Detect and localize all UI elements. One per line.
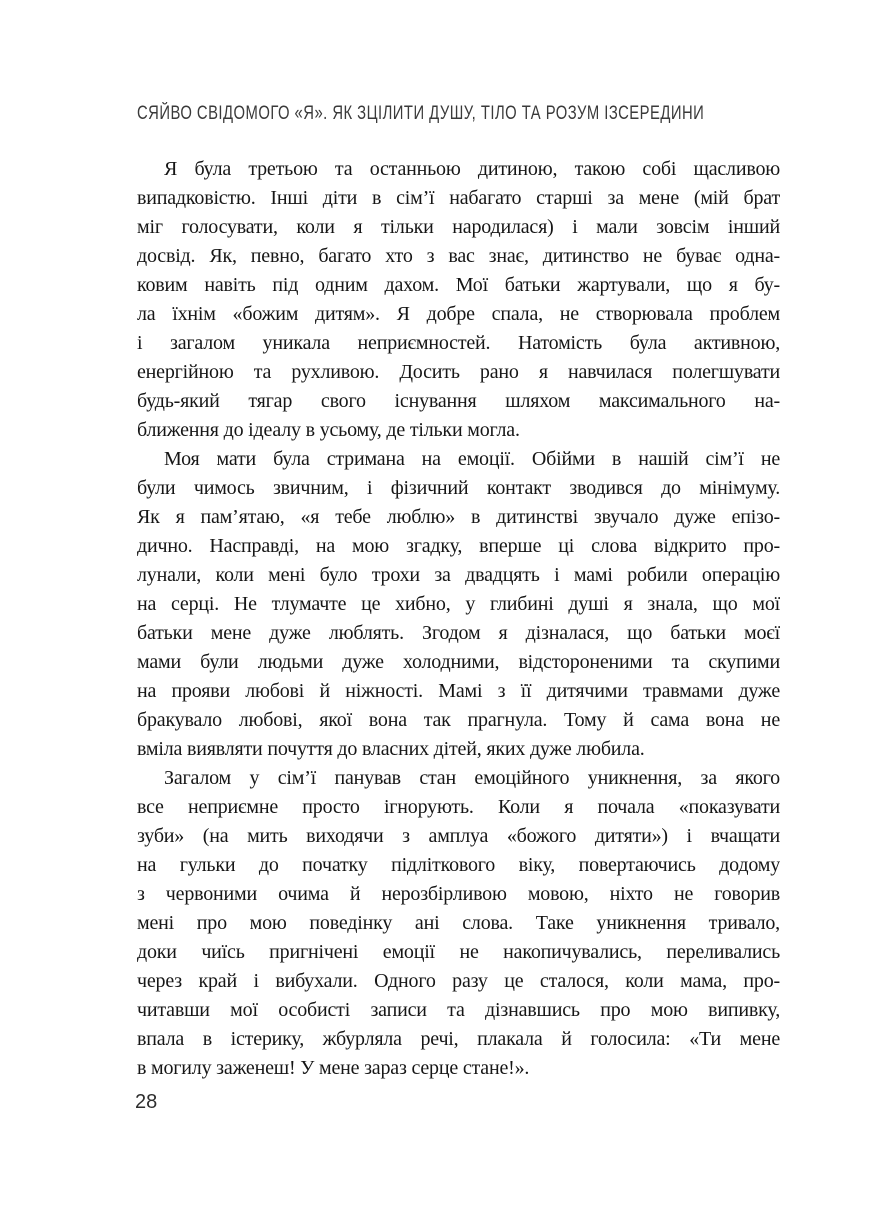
text-line: зуби» (на мить виходячи з амплуа «божого дитяти») і вчащати <box>137 825 780 847</box>
text-line: на серці. Не тлумачте це хибно, у глибині душі я знала, що мої <box>137 593 780 615</box>
text-line: батьки мене дуже люблять. Згодом я дізналася, що батьки моєї <box>137 622 780 644</box>
text-line: все неприємне просто ігнорують. Коли я почала «показувати <box>137 796 780 818</box>
text-line: були чимось звичним, і фізичний контакт зводився до мінімуму. <box>137 477 780 499</box>
text-line: мами були людьми дуже холодними, відстороненими та скупими <box>137 651 780 673</box>
text-line: лунали, коли мені було трохи за двадцять і мамі робили операцію <box>137 564 780 586</box>
text-line: енергійною та рухливою. Досить рано я навчилася полегшувати <box>137 361 780 383</box>
text-line: ла їхнім «божим дитям». Я добре спала, не створювала проблем <box>137 303 780 325</box>
running-header: СЯЙВО СВІДОМОГО «Я». ЯК ЗЦІЛИТИ ДУШУ, ТІЛО ТА РОЗУМ ІЗСЕРЕДИНИ <box>137 103 705 124</box>
text-line: мені про мою поведінку ані слова. Таке уникнення тривало, <box>137 912 780 934</box>
text-line: на прояви любові й ніжності. Мамі з її дитячими травмами дуже <box>137 680 780 702</box>
text-line: дично. Насправді, на мою згадку, вперше ці слова відкрито про- <box>137 535 780 557</box>
text-line: бракувало любові, якої вона так прагнула. Тому й сама вона не <box>137 709 780 731</box>
text-line: вміла виявляти почуття до власних дітей, яких дуже любила. <box>137 738 645 760</box>
text-line: ближення до ідеалу в усьому, де тільки могла. <box>137 419 520 441</box>
text-line: Як я пам’ятаю, «я тебе люблю» в дитинстві звучало дуже епізо- <box>137 506 780 528</box>
text-line: і загалом уникала неприємностей. Натомість була активною, <box>137 332 780 354</box>
text-line: з червоними очима й нерозбірливою мовою, ніхто не говорив <box>137 883 780 905</box>
text-line: міг голосувати, коли я тільки народилася) і мали зовсім інший <box>137 216 780 238</box>
text-line: впала в істерику, жбурляла речі, плакала й голосила: «Ти мене <box>137 1028 780 1050</box>
text-line: на гульки до початку підліткового віку, повертаючись додому <box>137 854 780 876</box>
text-line: випадковістю. Інші діти в сім’ї набагато старші за мене (мій брат <box>137 187 780 209</box>
text-line: читавши мої особисті записи та дізнавшись про мою випивку, <box>137 999 780 1021</box>
text-line: через край і вибухали. Одного разу це сталося, коли мама, про- <box>137 970 780 992</box>
page-number: 28 <box>135 1091 158 1113</box>
text-line: досвід. Як, певно, багато хто з вас знає, дитинство не буває одна- <box>137 245 780 267</box>
text-line: Я була третьою та останньою дитиною, такою собі щасливою <box>164 158 780 180</box>
body-text <box>137 155 780 1083</box>
text-line: доки чиїсь пригнічені емоції не накопичувались, переливались <box>137 941 780 963</box>
text-line: будь-який тягар свого існування шляхом максимального на- <box>137 390 780 412</box>
text-line: Моя мати була стримана на емоції. Обійми в нашій сім’ї не <box>164 448 780 470</box>
text-line: Загалом у сім’ї панував стан емоційного уникнення, за якого <box>164 767 780 789</box>
text-line: в могилу заженеш! У мене зараз серце стане!». <box>137 1057 530 1079</box>
text-line: ковим навіть під одним дахом. Мої батьки жартували, що я бу- <box>137 274 780 296</box>
